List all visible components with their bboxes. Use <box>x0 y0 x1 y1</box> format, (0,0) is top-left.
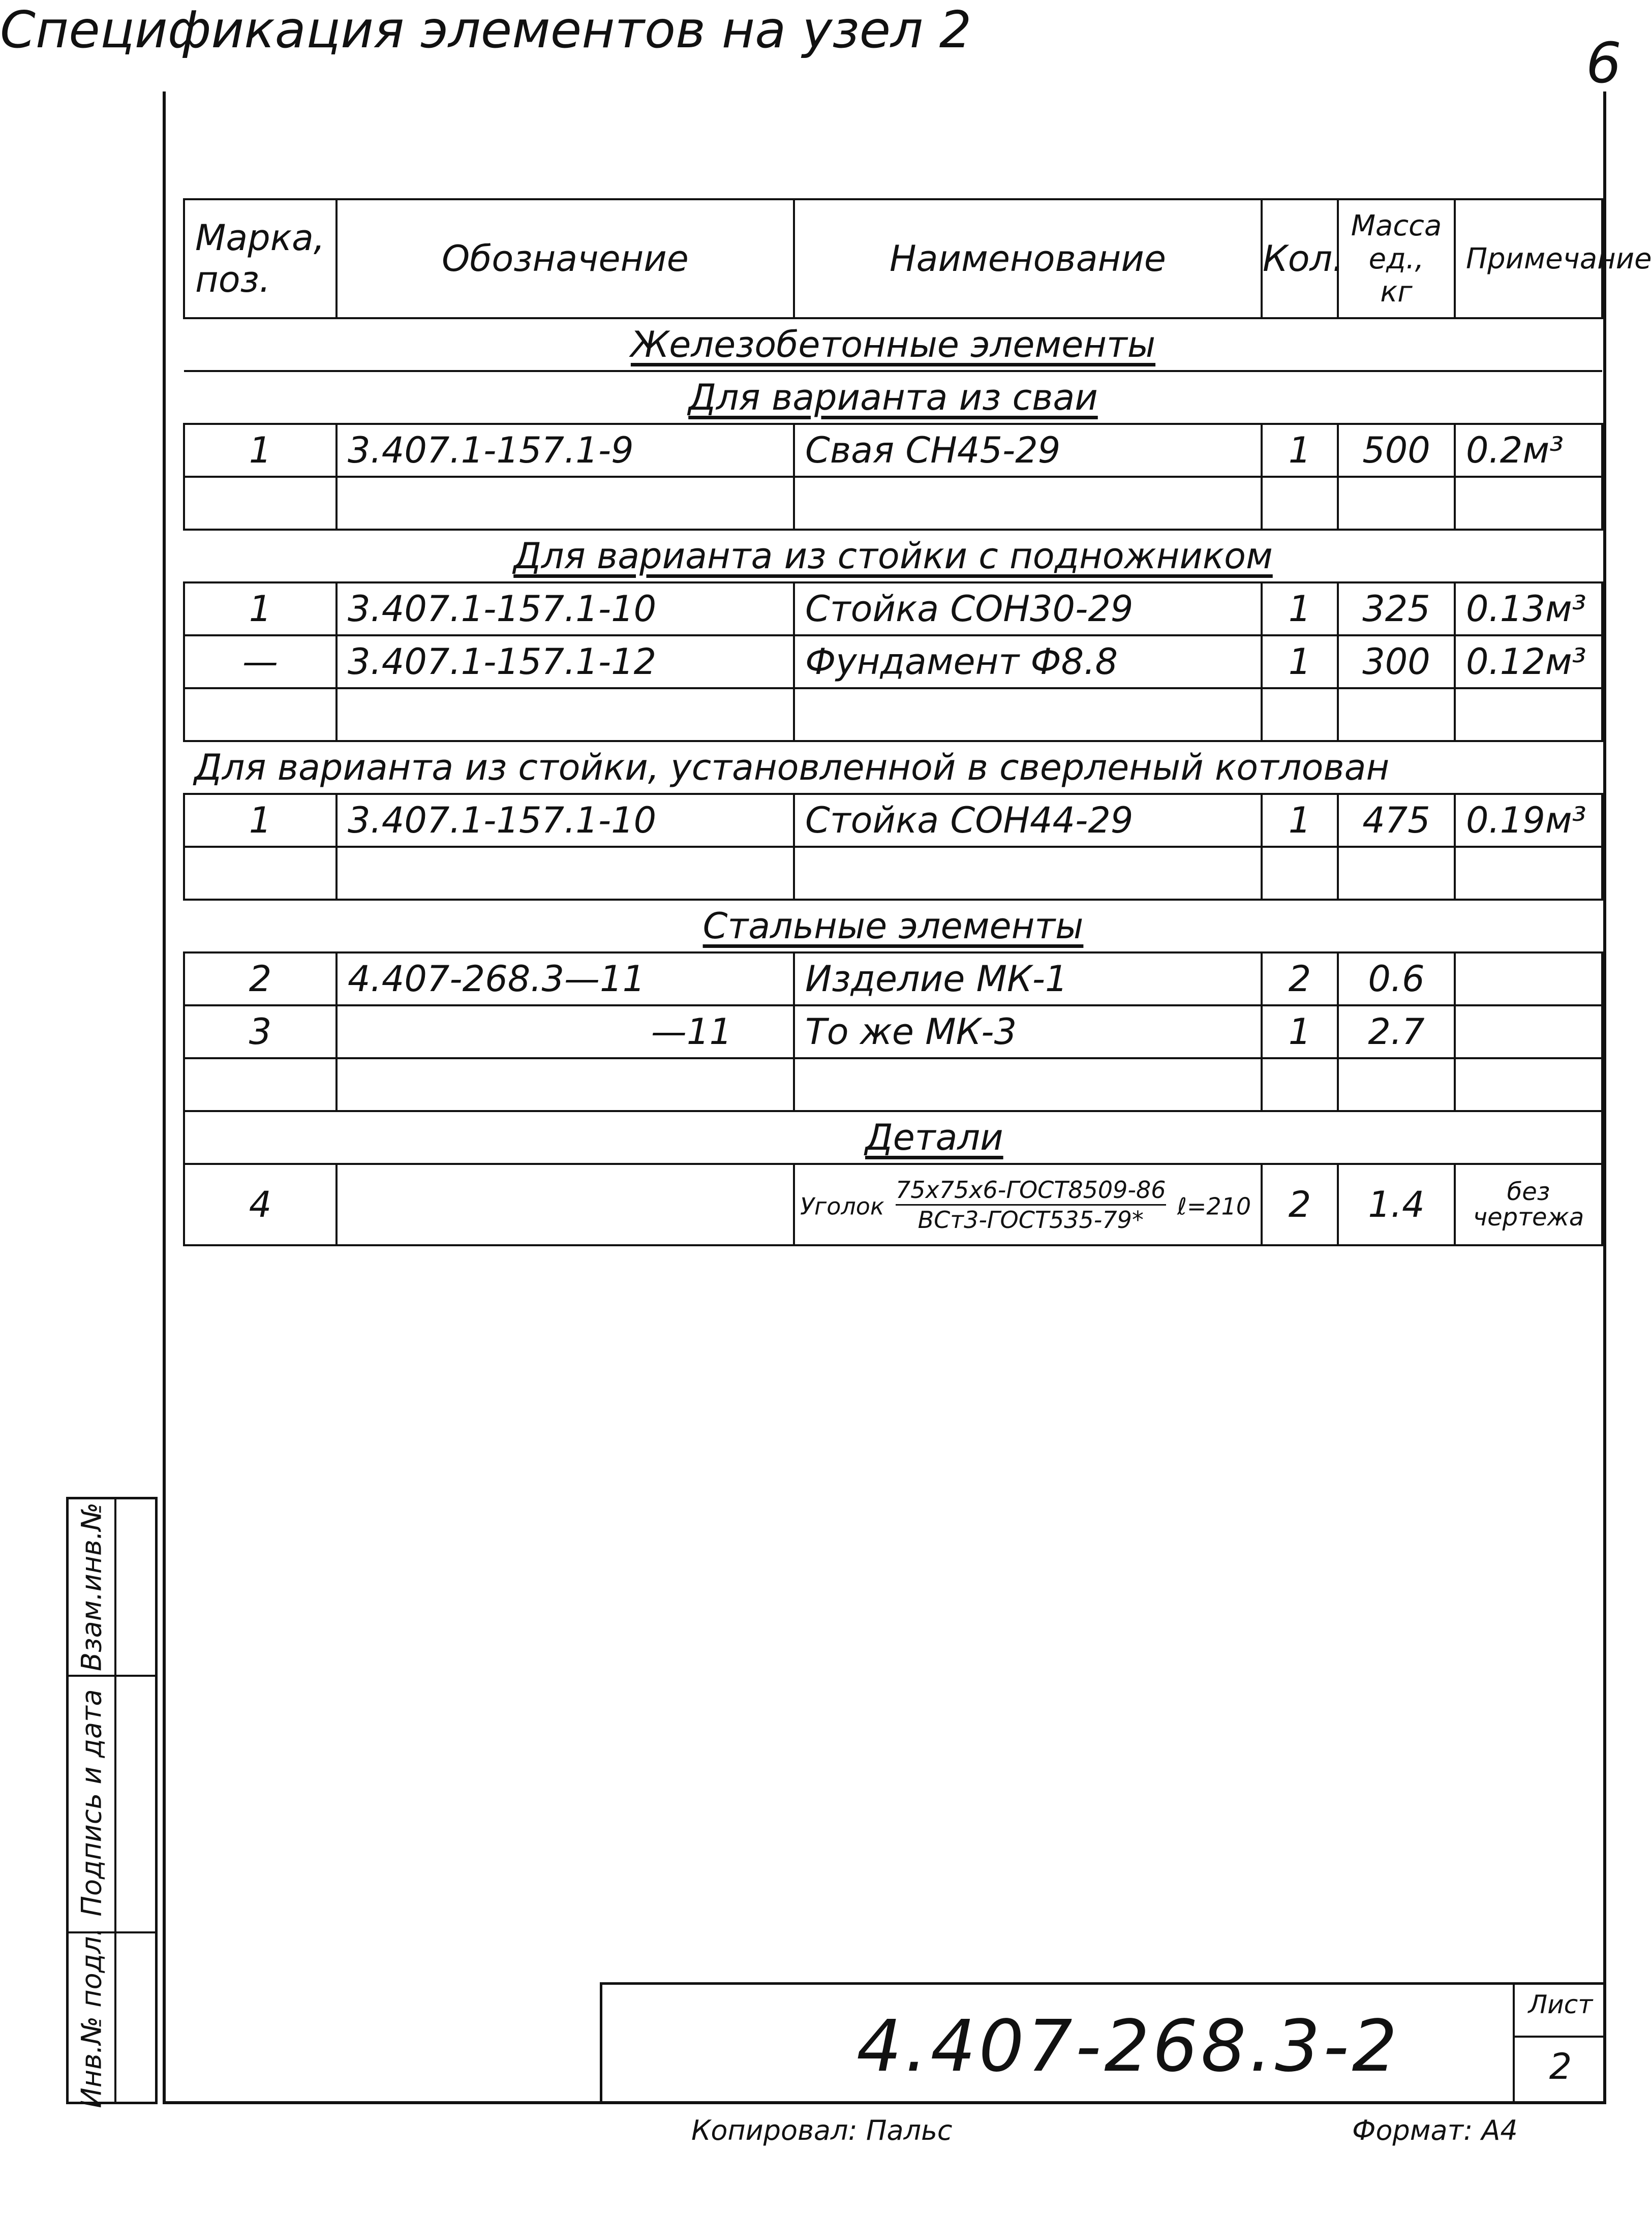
side-label-inv-replace: Взам.инв.№ <box>75 1502 108 1672</box>
cell-designation: 3.407.1-157.1-10 <box>336 582 794 635</box>
cell-note <box>1455 952 1602 1005</box>
table-row <box>184 1164 1602 1245</box>
cell-designation <box>336 1164 794 1245</box>
cell-qty: 2 <box>1262 952 1338 1005</box>
section-post-pit: Для варианта из стойки, установленной в сверленый котлован <box>194 747 1390 788</box>
section-post-footing: Для варианта из стойки с подножником <box>513 535 1273 577</box>
cell-qty: 1 <box>1262 1005 1338 1058</box>
cell-mark: 1 <box>184 424 336 477</box>
document-code: 4.407-268.3-2 <box>856 2005 1400 2088</box>
cell-designation: 4.407-268.3—11 <box>336 952 794 1005</box>
page-number: 6 <box>1586 30 1622 96</box>
side-label-sign-date: Подпись и дата <box>75 1689 108 1917</box>
cell-name: Фундамент Ф8.8 <box>794 635 1262 688</box>
sheet-cell <box>1513 1985 1606 2104</box>
cell-mass: 300 <box>1338 635 1455 688</box>
cell-qty: 1 <box>1262 635 1338 688</box>
angle-profile: 75х75х6-ГОСТ8509-86 <box>896 1176 1166 1206</box>
copied-by: Копировал: Пальс <box>691 2114 953 2146</box>
cell-name: То же МК-3 <box>794 1005 1262 1058</box>
cell-note <box>1455 1005 1602 1058</box>
table-row <box>184 688 1602 741</box>
cell-mark: 4 <box>184 1164 336 1245</box>
section-pile: Для варианта из сваи <box>688 377 1098 418</box>
cell-qty: 1 <box>1262 794 1338 847</box>
cell-mark: 3 <box>184 1005 336 1058</box>
table-row <box>184 582 1602 635</box>
table-row <box>184 794 1602 847</box>
cell-designation: 3.407.1-157.1-12 <box>336 635 794 688</box>
section-row <box>184 741 1602 794</box>
cell-note: 0.2м³ <box>1455 424 1602 477</box>
cell-mass: 475 <box>1338 794 1455 847</box>
header-note: Примечание <box>1455 199 1602 318</box>
cell-note: 0.19м³ <box>1455 794 1602 847</box>
header-designation: Обозначение <box>336 199 794 318</box>
angle-length: ℓ=210 <box>1177 1192 1251 1220</box>
paper-format: Формат: А4 <box>1352 2114 1518 2146</box>
cell-designation: 3.407.1-157.1-10 <box>336 794 794 847</box>
header-mass: Масса ед., кг <box>1338 199 1455 318</box>
cell-note: без чертежа <box>1455 1164 1602 1245</box>
cell-qty: 1 <box>1262 424 1338 477</box>
cell-mass: 2.7 <box>1338 1005 1455 1058</box>
title-block <box>600 1982 1606 2104</box>
cell-mass: 1.4 <box>1338 1164 1455 1245</box>
cell-name: Стойка СОН30-29 <box>794 582 1262 635</box>
table-row <box>184 847 1602 900</box>
table-row <box>184 477 1602 530</box>
sheet-label: Лист <box>1528 1990 1593 2019</box>
cell-mass: 500 <box>1338 424 1455 477</box>
cell-note: 0.13м³ <box>1455 582 1602 635</box>
side-stamp <box>66 1497 158 2108</box>
side-label-inv-orig: Инв.№ подл. <box>75 1927 108 2108</box>
angle-spec-fraction <box>896 1176 1166 1234</box>
table-header <box>184 199 1602 318</box>
cell-mark: 1 <box>184 794 336 847</box>
cell-name: Свая СН45-29 <box>794 424 1262 477</box>
cell-designation: 3.407.1-157.1-9 <box>336 424 794 477</box>
section-rc: Железобетонные элементы <box>630 324 1156 365</box>
table-row <box>184 952 1602 1005</box>
cell-qty: 2 <box>1262 1164 1338 1245</box>
header-mark: Марка, поз. <box>184 199 336 318</box>
cell-mass: 0.6 <box>1338 952 1455 1005</box>
cell-note: 0.12м³ <box>1455 635 1602 688</box>
cell-qty: 1 <box>1262 582 1338 635</box>
section-row <box>184 371 1602 424</box>
section-row <box>184 1111 1602 1164</box>
section-row <box>184 900 1602 952</box>
table-row <box>184 635 1602 688</box>
angle-steel-grade: ВСт3-ГОСТ535-79* <box>917 1206 1144 1234</box>
section-row <box>184 318 1602 371</box>
cell-name: Изделие МК-1 <box>794 952 1262 1005</box>
table-row <box>184 424 1602 477</box>
header-name: Наименование <box>794 199 1262 318</box>
cell-mark: — <box>184 635 336 688</box>
page-title: Спецификация элементов на узел 2 <box>0 0 972 59</box>
cell-name: Стойка СОН44-29 <box>794 794 1262 847</box>
specification-table <box>183 198 1652 1246</box>
table-row <box>184 1005 1602 1058</box>
cell-mark: 1 <box>184 582 336 635</box>
sheet-number: 2 <box>1549 2046 1572 2087</box>
cell-name <box>794 1164 1262 1245</box>
table-row <box>184 1058 1602 1111</box>
section-row <box>184 530 1602 582</box>
header-qty: Кол. <box>1262 199 1338 318</box>
cell-designation: —11 <box>336 1005 794 1058</box>
angle-prefix: Уголок <box>800 1192 884 1220</box>
cell-mark: 2 <box>184 952 336 1005</box>
section-details: Детали <box>865 1117 1003 1158</box>
cell-mass: 325 <box>1338 582 1455 635</box>
section-steel: Стальные элементы <box>702 905 1084 947</box>
